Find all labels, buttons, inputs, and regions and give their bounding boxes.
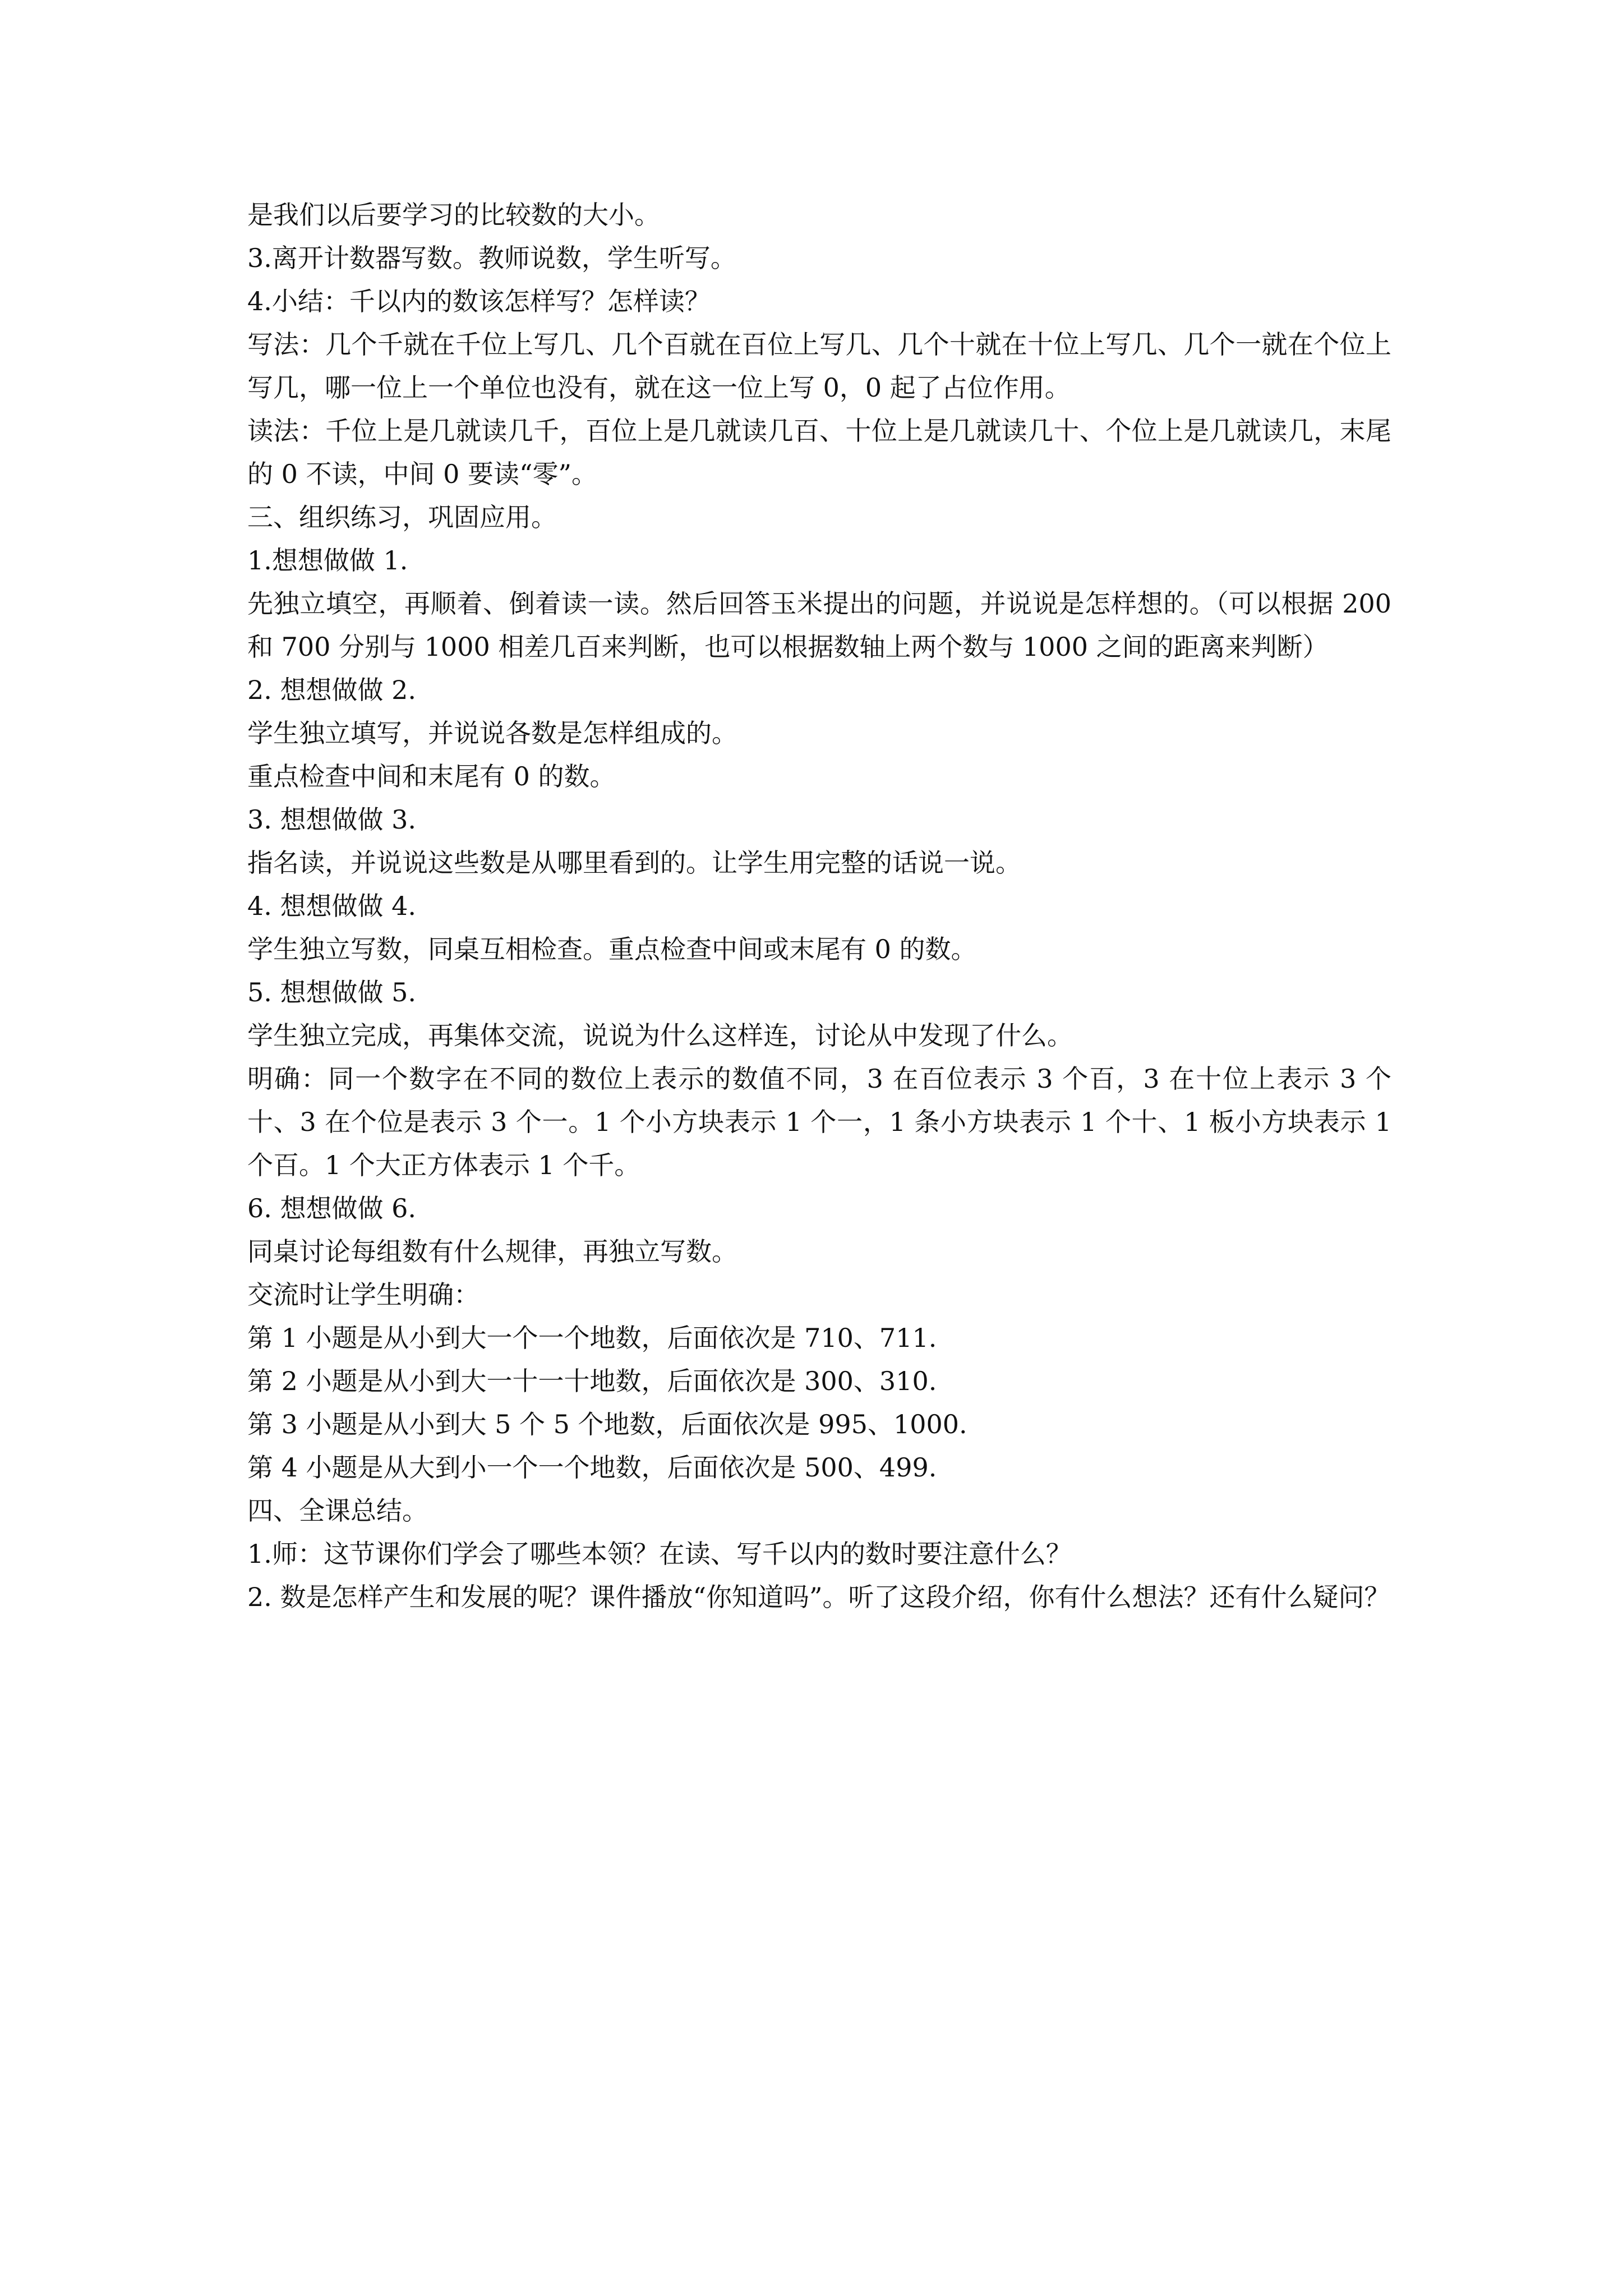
- paragraph: 学生独立完成，再集体交流，说说为什么这样连，讨论从中发现了什么。: [247, 1020, 1073, 1051]
- paragraph: 1.师：这节课你们学会了哪些本领？在读、写千以内的数时要注意什么？: [247, 1539, 1072, 1569]
- paragraph: 5. 想想做做 5.: [247, 977, 417, 1007]
- paragraph: 指名读，并说说这些数是从哪里看到的。让学生用完整的话说一说。: [247, 848, 1021, 878]
- paragraph: 3. 想想做做 3.: [247, 804, 417, 835]
- paragraph: 明确：同一个数字在不同的数位上表示的数值不同，3 在百位表示 3 个百，3 在十位上表示 3 个十、3 在个位是表示 3 个一。1 个小方块表示 1 个一，1 条小方块表示 1 个十、1 板小方块表示 1 个百。1 个大正方体表示 1 个千。: [247, 1064, 1400, 1180]
- paragraph: 4. 想想做做 4.: [247, 891, 417, 921]
- paragraph: 3.离开计数器写数。教师说数，学生听写。: [247, 243, 736, 273]
- paragraph: 6. 想想做做 6.: [247, 1193, 417, 1223]
- section-heading: 三、组织练习，巩固应用。: [247, 502, 557, 532]
- paragraph: 是我们以后要学习的比较数的大小。: [247, 200, 660, 230]
- document-body: [247, 194, 1400, 1619]
- paragraph: 2. 想想做做 2.: [247, 675, 417, 705]
- paragraph: 先独立填空，再顺着、倒着读一读。然后回答玉米提出的问题，并说说是怎样想的。（可以根据 200 和 700 分别与 1000 相差几百来判断，也可以根据数轴上两个数与 1000 之间的距离来判断）: [247, 588, 1400, 662]
- paragraph: 交流时让学生明确：: [247, 1280, 479, 1310]
- paragraph: 学生独立填写，并说说各数是怎样组成的。: [247, 718, 737, 748]
- paragraph: 同桌讨论每组数有什么规律，再独立写数。: [247, 1236, 737, 1267]
- paragraph: 2. 数是怎样产生和发展的呢？课件播放“你知道吗”。听了这段介绍，你有什么想法？还有什么疑问？: [247, 1582, 1390, 1612]
- section-heading: 四、全课总结。: [247, 1496, 428, 1526]
- paragraph: 第 3 小题是从小到大 5 个 5 个地数，后面依次是 995、1000.: [247, 1409, 967, 1439]
- paragraph: 学生独立写数，同桌互相检查。重点检查中间或末尾有 0 的数。: [247, 934, 977, 964]
- paragraph: 第 4 小题是从大到小一个一个地数，后面依次是 500、499.: [247, 1452, 937, 1483]
- paragraph: 写法：几个千就在千位上写几、几个百就在百位上写几、几个十就在十位上写几、几个一就在个位上写几，哪一位上一个单位也没有，就在这一位上写 0，0 起了占位作用。: [247, 329, 1391, 403]
- paragraph: 第 1 小题是从小到大一个一个地数，后面依次是 710、711.: [247, 1323, 937, 1353]
- paragraph: 读法：千位上是几就读几千，百位上是几就读几百、十位上是几就读几十、个位上是几就读几，末尾的 0 不读，中间 0 要读“零”。: [247, 416, 1391, 489]
- paragraph: 第 2 小题是从小到大一十一十地数，后面依次是 300、310.: [247, 1366, 937, 1396]
- paragraph: 4.小结：千以内的数该怎样写？怎样读？: [247, 286, 711, 316]
- paragraph: 重点检查中间和末尾有 0 的数。: [247, 761, 616, 792]
- paragraph: 1.想想做做 1.: [247, 545, 408, 576]
